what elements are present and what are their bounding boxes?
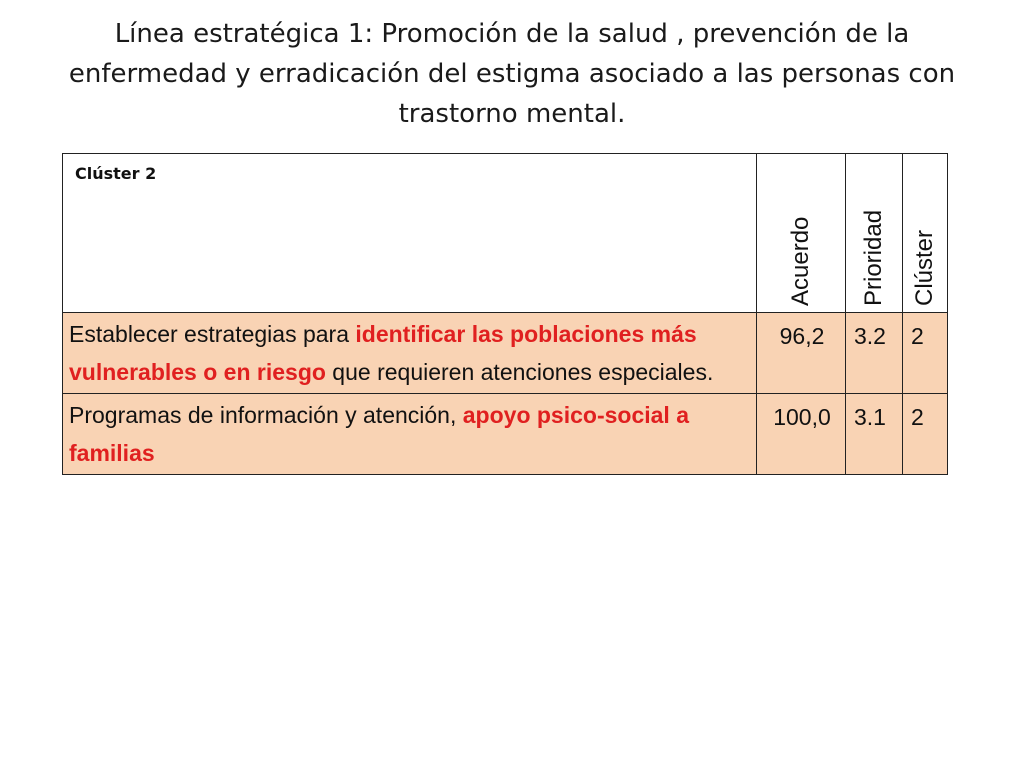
column-header-acuerdo: Acuerdo xyxy=(787,216,814,306)
header-prioridad-cell xyxy=(846,154,903,313)
row-acuerdo-value: 96,2 xyxy=(757,313,846,394)
table-header-row xyxy=(63,154,948,313)
header-cluster-col-cell xyxy=(903,154,948,313)
row-prioridad-value: 3.2 xyxy=(846,313,903,394)
row-description xyxy=(63,313,757,394)
cluster-table xyxy=(62,153,948,475)
slide-title: Línea estratégica 1: Promoción de la salud , prevención de la enfermedad y erradicación del estigma asociado a las personas con trastorno mental. xyxy=(68,19,956,129)
column-header-prioridad: Prioridad xyxy=(860,209,887,306)
description-highlight: apoyo psico-social a familias xyxy=(69,402,690,466)
description-text: que requieren atenciones especiales. xyxy=(325,359,714,385)
table-row xyxy=(63,313,948,394)
column-header-cluster: Clúster xyxy=(911,229,938,306)
row-cluster-value: 2 xyxy=(903,313,948,394)
description-highlight: identificar las poblaciones más vulnerables o en riesgo xyxy=(69,321,697,385)
header-acuerdo-cell xyxy=(757,154,846,313)
cluster-label: Clúster 2 xyxy=(75,164,157,183)
row-cluster-value: 2 xyxy=(903,394,948,475)
row-description xyxy=(63,394,757,475)
row-acuerdo-value: 100,0 xyxy=(757,394,846,475)
table-row xyxy=(63,394,948,475)
description-text: Programas de información y atención, xyxy=(69,402,463,428)
description-text: Establecer estrategias para xyxy=(69,321,356,347)
row-prioridad-value: 3.1 xyxy=(846,394,903,475)
header-cluster-cell xyxy=(63,154,757,313)
